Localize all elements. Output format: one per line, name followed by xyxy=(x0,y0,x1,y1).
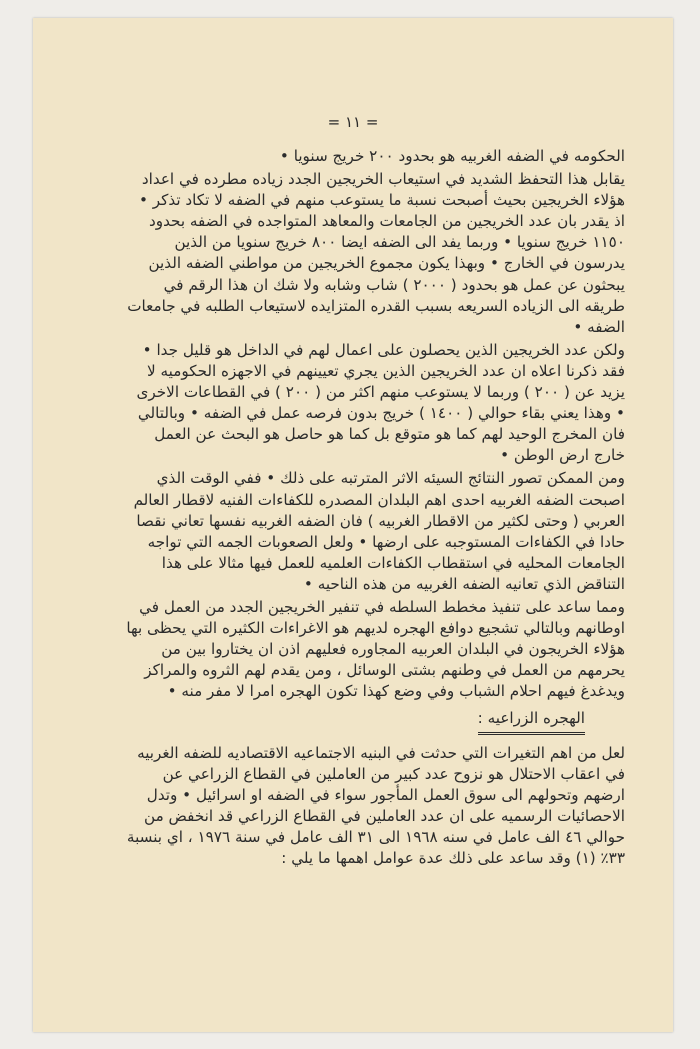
paper-sheet xyxy=(33,18,673,1032)
document-body xyxy=(125,146,625,869)
section-title: الهجره الزراعيه : xyxy=(478,708,585,734)
section-title-wrapper xyxy=(125,702,625,742)
paragraph-2: يقابل هذا التحفظ الشديد في استيعاب الخريجين الجدد زياده مطرده في اعداد هؤلاء الخريجين بحيث أصبحت نسبة ما يستوعب منهم في الضفه لا تكاد تذكر • اذ يقدر بان عدد الخريجين من الجامعات والمعاهد المتواجده في الضفه بحدود ١١٥٠ خريج سنويا • وربما يفد الى الضفه ايضا ٨٠٠ خريج سنويا من الذين يدرسون في الخارج • وبهذا يكون مجموع الخريجين من مواطني الضفه الذين يبحثون عن عمل هو بحدود ( ٢٠٠٠ ) شاب وشابه ولا شك ان هذا الرقم في طريقه الى الزياده السريعه بسبب القدره المتزايده لاستيعاب الطلبه في جامعات الضفه • xyxy=(127,170,625,336)
page-number: = ١١ = xyxy=(327,113,379,131)
paragraph-3: ولكن عدد الخريجين الذين يحصلون على اعمال لهم في الداخل هو قليل جدا • فقد ذكرنا اعلاه ان عدد الخريجين الذين يجري تعيينهم في الاجهزه الحكوميه لا يزيد عن ( ٢٠٠ ) وربما لا يستوعب منهم اكثر من ( ٢٠٠ ) في القطاعات الاخرى • وهذا يعني بقاء حوالي ( ١٤٠٠ ) خريج بدون فرصه عمل في الضفه • وبالتالي فان المخرج الوحيد لهم كما هو متوقع بل كما هو حاصل هو البحث عن العمل خارج ارض الوطن • xyxy=(136,340,625,465)
section-paragraph: لعل من اهم التغيرات التي حدثت في البنيه الاجتماعيه الاقتصاديه للضفه الغربيه في اعقاب الاحتلال هو نزوح عدد كبير من العاملين في القطاع الزراعي عن ارضهم وتحولهم الى سوق العمل المأجور سواء في الضفه او اسرائيل • وتدل الاحصائيات الرسميه على ان عدد العاملين في القطاع الزراعي قد انخفض من حوالي ٤٦ الف عامل في سنه ١٩٦٨ الى ٣١ الف عامل في سنة ١٩٧٦ ، اي بنسبة ٣٣٪ (١) وقد ساعد على ذلك عدة عوامل اهمها ما يلي : xyxy=(126,743,625,867)
paragraph-4: ومن الممكن تصور النتائج السيئه الاثر المترتبه على ذلك • ففي الوقت الذي اصبحت الضفه الغربيه احدى اهم البلدان المصدره للكفاءات الفنيه لاقطار العالم العربي ( وحتى لكثير من الاقطار الغربيه ) فان الضفه الغربيه نفسها تعاني نقصا حادا في الكفاءات المستوجبه على ارضها • ولعل الصعوبات الجمه التي تواجه الجامعات المحليه في استقطاب الكفاءات العلميه للعمل فيها مثالا على هذا التناقض الذي تعانيه الضفه الغربيه من هذه الناحيه • xyxy=(133,469,625,593)
paragraph-1: الحكومه في الضفه الغربيه هو بحدود ٢٠٠ خريج سنويا • xyxy=(279,147,625,165)
paragraph-5: ومما ساعد على تنفيذ مخطط السلطه في تنفير الخريجين الجدد من العمل في اوطانهم وبالتالي تشجيع دوافع الهجره لديهم هو الاغراءات الكثيره التي يحظى بها هؤلاء الخريجون في البلدان العربيه المجاوره فعليهم اذن ان يختاروا بين من يحرمهم من العمل في وطنهم بشتى الوسائل ، ومن يقدم لهم الثروه والمراكز ويدغدغ فيهم احلام الشباب وفي وضع كهذا تكون الهجره امرا لا مفر منه • xyxy=(126,597,625,701)
